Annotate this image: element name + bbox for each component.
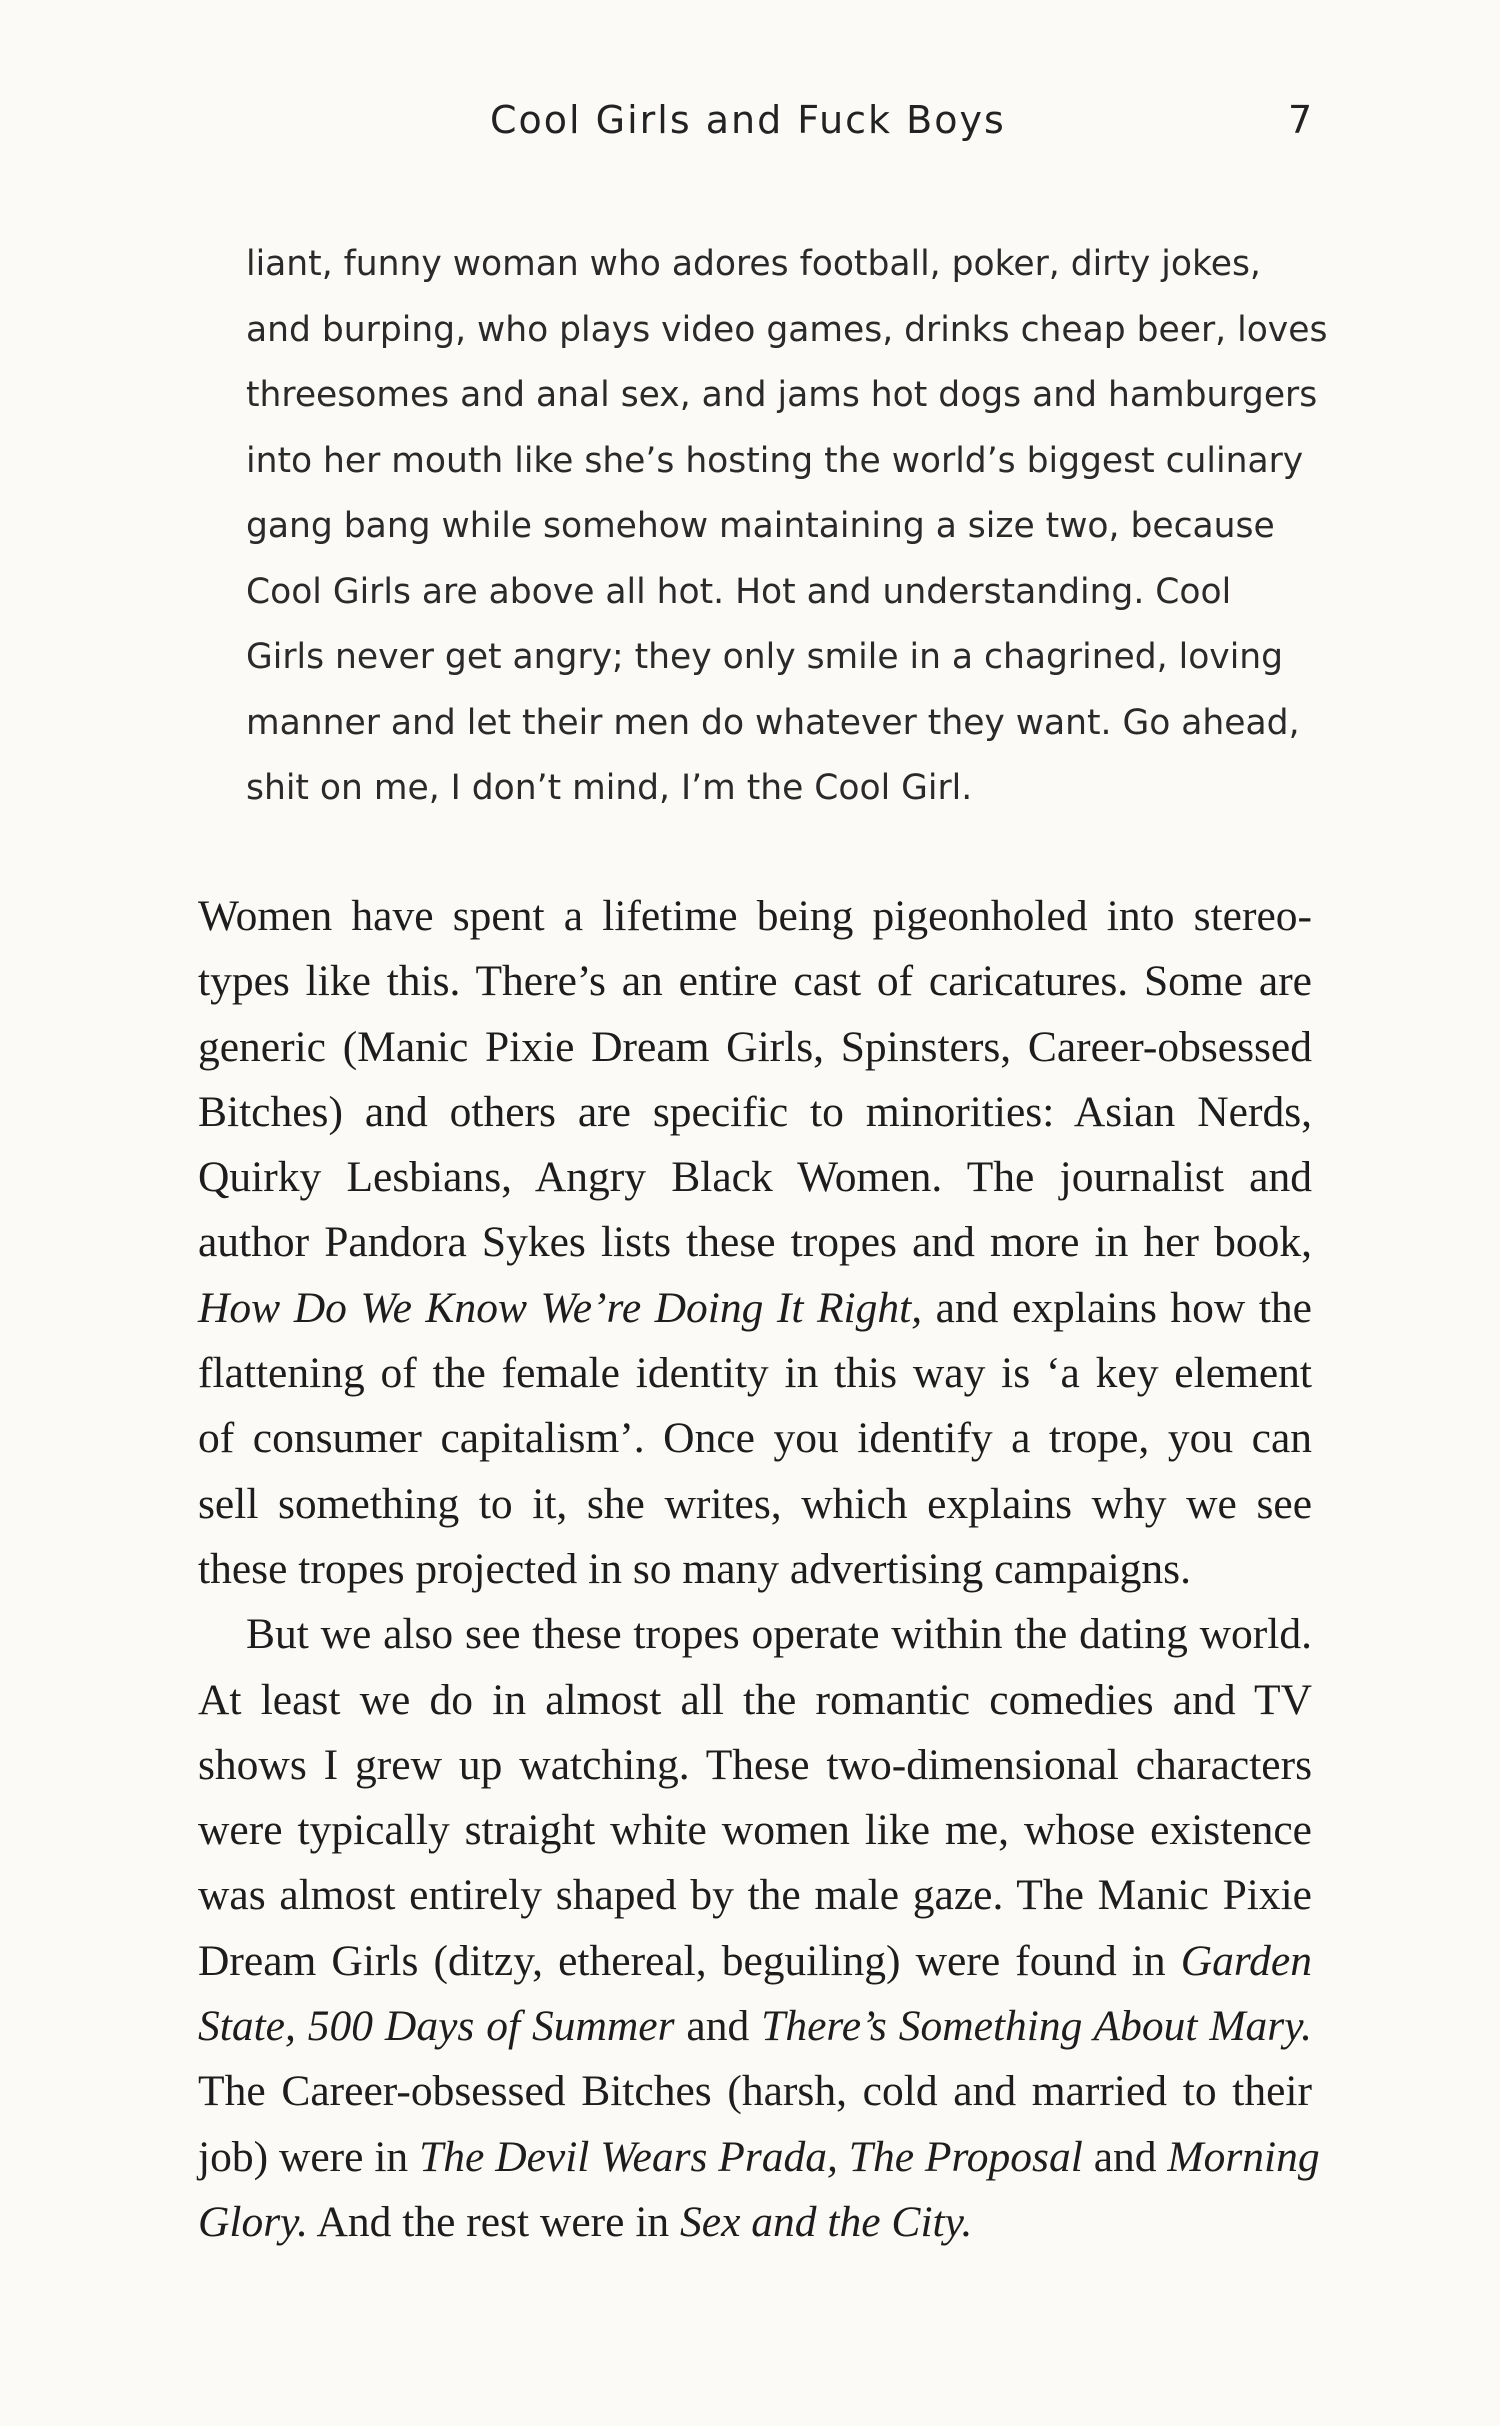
book-title: How Do We Know We’re Doing It Right, [198, 1283, 923, 1332]
quote-line: Cool Girls are above all hot. Hot and understanding. Cool [246, 571, 1232, 612]
film-title: Sex and the City. [680, 2197, 973, 2246]
running-title: Cool Girls and Fuck Boys [490, 98, 1006, 142]
text-line: Quirky Lesbians, Angry Black Women. The journalist and [198, 1153, 1312, 1202]
quote-line: gang bang while somehow maintaining a size two, because [246, 506, 1275, 546]
film-title: The Devil Wears Prada, The Proposal [419, 2132, 1083, 2181]
text-line [198, 2190, 1312, 2255]
quote-line: and burping, who plays video games, drinks cheap beer, loves [246, 309, 1328, 350]
text-line: author Pandora Sykes lists these tropes and more in her book, [198, 1218, 1312, 1267]
text-line [198, 1276, 1312, 1341]
text-line: The Career-obsessed Bitches (harsh, cold and married to their [198, 2067, 1312, 2116]
film-title: Garden [1180, 1936, 1312, 1985]
text-line: At least we do in almost all the romantic comedies and TV [198, 1675, 1312, 1724]
paragraph-2 [198, 1602, 1320, 2255]
text-run: Dream Girls (ditzy, ethereal, beguiling) were found in [198, 1936, 1181, 1985]
text-line: types like this. There’s an entire cast of caricatures. Some are [198, 957, 1312, 1006]
text-run: and [674, 2002, 762, 2051]
text-line: Bitches) and others are specific to minorities: Asian Nerds, [198, 1087, 1312, 1136]
text-run: and explains how the [922, 1283, 1312, 1332]
running-header [0, 98, 1500, 158]
text-run: And the rest were in [307, 2197, 681, 2246]
text-line: But we also see these tropes operate within the dating world. [246, 1610, 1312, 1659]
paragraph-1 [198, 884, 1312, 1602]
text-line: these tropes projected in so many advertising campaigns. [198, 1544, 1191, 1593]
text-line: of consumer capitalism’. Once you identify a trope, you can [198, 1414, 1312, 1463]
quote-line: Girls never get angry; they only smile in a chagrined, loving [246, 637, 1284, 677]
text-line: shows I grew up watching. These two-dimensional characters [198, 1740, 1312, 1789]
text-run: job) were in [198, 2132, 420, 2181]
text-line [198, 1929, 1312, 1994]
text-line: flattening of the female identity in this way is ‘a key element [198, 1349, 1312, 1398]
body-text [198, 884, 1320, 2255]
text-line: sell something to it, she writes, which explains why we see [198, 1479, 1312, 1528]
text-run: and [1082, 2132, 1168, 2181]
quote-line: into her mouth like she’s hosting the world’s biggest culinary [246, 440, 1304, 481]
text-line: Women have spent a lifetime being pigeonholed into stereo- [198, 892, 1312, 940]
page-number: 7 [1288, 98, 1313, 142]
quote-line: liant, funny woman who adores football, poker, dirty jokes, [246, 244, 1261, 284]
text-line [198, 2125, 1320, 2190]
film-title: There’s Something About Mary. [761, 2002, 1313, 2051]
text-line: was almost entirely shaped by the male gaze. The Manic Pixie [198, 1871, 1312, 1920]
text-line: generic (Manic Pixie Dream Girls, Spinsters, Career-obsessed [198, 1022, 1312, 1071]
text-line: were typically straight white women like me, whose existence [198, 1806, 1312, 1855]
text-line [198, 1994, 1312, 2059]
block-quote [246, 232, 1328, 822]
quote-line: threesomes and anal sex, and jams hot dogs and hamburgers [246, 375, 1318, 415]
quote-line: manner and let their men do whatever they want. Go ahead, [246, 702, 1300, 743]
quote-line: shit on me, I don’t mind, I’m the Cool Girl. [246, 768, 973, 808]
film-title: State, 500 Days of Summer [198, 2002, 675, 2051]
film-title: Glory. [198, 2197, 308, 2246]
film-title: Morning [1167, 2132, 1320, 2181]
